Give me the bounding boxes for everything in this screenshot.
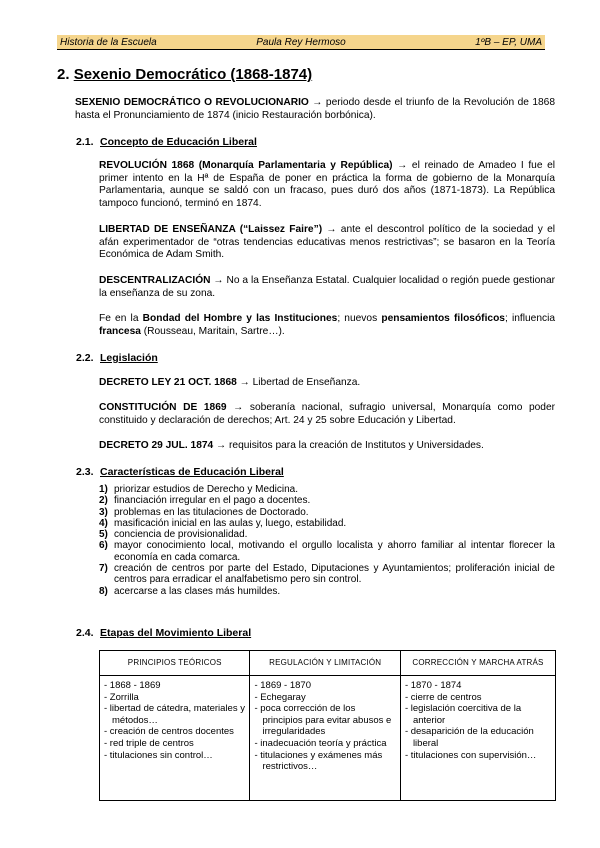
- column-header: PRINCIPIOS TEÓRICOS: [100, 651, 250, 676]
- characteristics-list: [99, 484, 555, 597]
- header-group: 1ºB – EP, UMA: [475, 36, 542, 48]
- subsection-heading-2-4: 2.4. Etapas del Movimiento Liberal: [76, 627, 252, 639]
- section-title: Sexenio Democrático (1868-1874): [73, 66, 313, 83]
- table-cell: [100, 676, 250, 801]
- paragraph-descentralizacion: DESCENTRALIZACIÓN → No a la Enseñanza Estatal. Cualquier localidad o región puede gestionar la enseñanza de su zona.: [99, 275, 555, 299]
- list-item: - libertad de cátedra, materiales y métodos…: [104, 703, 245, 726]
- subsection-heading-2-2: 2.2. Legislación: [76, 352, 158, 364]
- header-author: Paula Rey Hermoso: [256, 36, 346, 48]
- paragraph-revolucion: REVOLUCIÓN 1868 (Monarquía Parlamentaria y República) → el reinado de Amadeo I fue el primer intento en la Hª de España de poner en práctica la forma de gobierno de la Monarquía Parlamentaria, aunque se saldó con un fracaso, pues duró dos años (1871-1873). La República tampoco funcionó, terminó en 1874.: [99, 160, 555, 209]
- list-item: 5) conciencia de provisionalidad.: [99, 529, 248, 541]
- table-cell: [400, 676, 555, 801]
- paragraph-decreto-1874: DECRETO 29 JUL. 1874 → requisitos para la creación de Institutos y Universidades.: [99, 440, 484, 451]
- subsection-heading-2-1: 2.1. Concepto de Educación Liberal: [76, 136, 257, 148]
- stages-table: [99, 650, 556, 801]
- list-item: - cierre de centros: [404, 691, 482, 703]
- section-number: 2.: [57, 66, 70, 83]
- document-header: [57, 35, 545, 50]
- list-item: - Echegaray: [254, 691, 306, 703]
- list-item: 4) masificación inicial en las aulas y, luego, estabilidad.: [99, 517, 347, 529]
- list-item: - legislación coercitiva de la anterior: [404, 703, 522, 726]
- list-item: - titulaciones y exámenes más restrictivos…: [254, 749, 383, 773]
- paragraph-fe: Fe en la Bondad del Hombre y las Instituciones; nuevos pensamientos filosóficos; influencia francesa (Rousseau, Maritain, Sartre…).: [99, 313, 556, 337]
- intro-paragraph: SEXENIO DEMOCRÁTICO O REVOLUCIONARIO → periodo desde el triunfo de la Revolución de 1868 hasta el Pronunciamiento de 1874 (inicio Restauración borbónica).: [75, 97, 555, 121]
- list-item: - creación de centros docentes: [104, 726, 234, 738]
- paragraph-constitucion: CONSTITUCIÓN DE 1869 → soberanía nacional, sufragio universal, Monarquía como poder constituido y declaración de derechos; Art. 24 y 25 sobre Educación y Libertad.: [99, 402, 556, 426]
- column-header: CORRECCIÓN Y MARCHA ATRÁS: [400, 651, 555, 676]
- list-item: 7) creación de centros por parte del Estado, Diputaciones y Ayuntamientos; proliferación inicial de centros para erradicar el analfabetismo pero sin control.: [99, 563, 555, 586]
- list-item: 6) mayor conocimiento local, motivando el orgullo localista y ahorro familiar al intentar florecer la economía en cada comarca.: [99, 540, 555, 563]
- column-header: REGULACIÓN Y LIMITACIÓN: [250, 651, 400, 676]
- subsection-heading-2-3: 2.3. Características de Educación Liberal: [76, 466, 284, 478]
- list-item: - titulaciones con supervisión…: [404, 749, 537, 761]
- list-item: - Zorrilla: [104, 691, 139, 703]
- list-item: 8) acercarse a las clases más humildes.: [99, 585, 281, 597]
- list-item: - red triple de centros: [104, 737, 194, 749]
- header-course: Historia de la Escuela: [60, 36, 157, 48]
- table-cell: [250, 676, 400, 801]
- list-item: 2) financiación irregular en el pago a docentes.: [99, 495, 311, 507]
- list-item: 3) problemas en las titulaciones de Doctorado.: [99, 506, 309, 518]
- paragraph-decreto-ley: DECRETO LEY 21 OCT. 1868 → Libertad de Enseñanza.: [99, 377, 361, 388]
- section-heading: [57, 66, 312, 83]
- list-item: - inadecuación teoría y práctica: [254, 737, 387, 749]
- list-item: - 1870 - 1874: [404, 680, 462, 691]
- list-item: - poca corrección de los principios para evitar abusos e irregularidades: [254, 703, 392, 738]
- paragraph-libertad: LIBERTAD DE ENSEÑANZA (“Laissez Faire”) → ante el descontrol político de la sociedad y el afán experimentador de “otras tendencias educativas menos restrictivas”; se basaron en la Teoría Económica de Adam Smith.: [99, 224, 555, 260]
- list-item: - 1869 - 1870: [254, 680, 311, 691]
- list-item: - desaparición de la educación liberal: [404, 726, 534, 749]
- list-item: - titulaciones sin control…: [104, 749, 213, 761]
- list-item: - 1868 - 1869: [104, 680, 161, 691]
- list-item: 1) priorizar estudios de Derecho y Medicina.: [99, 484, 298, 495]
